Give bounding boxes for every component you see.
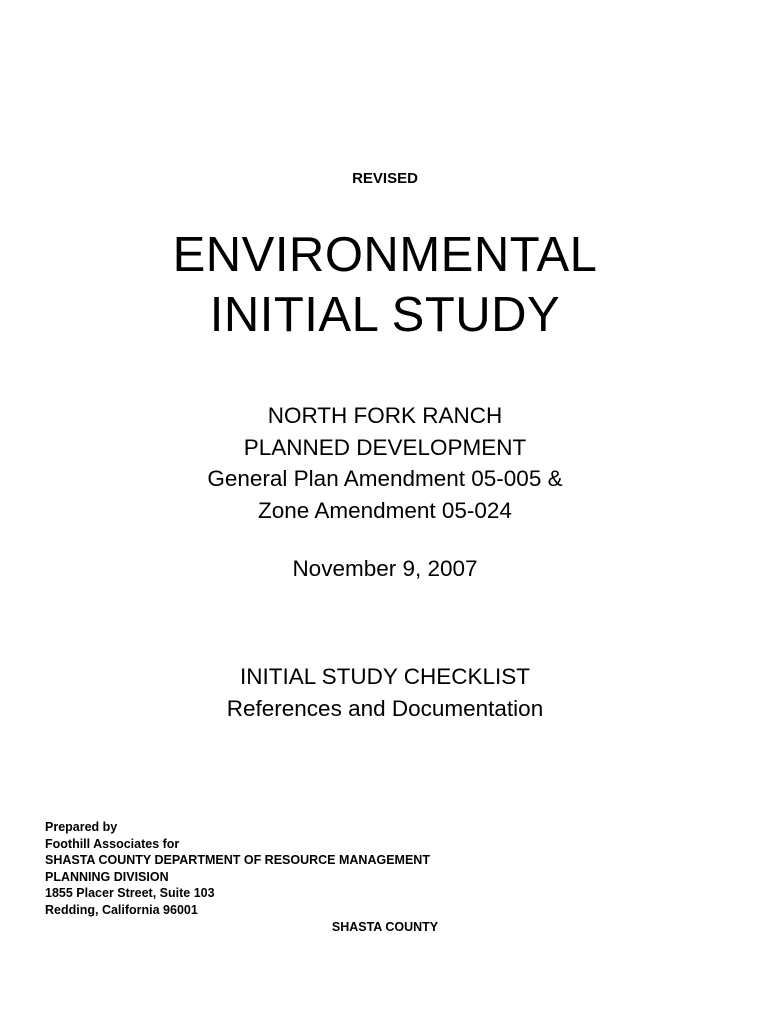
project-name-line-2: PLANNED DEVELOPMENT [243,434,527,460]
revised-label: REVISED [352,170,418,187]
prepared-by-block [45,819,430,918]
street-address: 1855 Placer Street, Suite 103 [45,886,215,900]
city-address: Redding, California 96001 [45,902,198,917]
prepared-by-label: Prepared by [45,820,118,834]
checklist-subtitle: References and Documentation [226,695,544,721]
general-plan-amendment: General Plan Amendment 05-005 & [207,466,563,491]
checklist-block [0,661,770,724]
document-date: November 9, 2007 [292,556,478,581]
document-title-line-1: ENVIRONMENTAL [172,228,598,282]
project-info-block [0,400,770,526]
footer-county [0,920,770,934]
checklist-title: INITIAL STUDY CHECKLIST [239,664,531,689]
document-title-line-2: INITIAL STUDY [209,288,561,342]
zone-amendment: Zone Amendment 05-024 [258,497,512,523]
footer-county-label: SHASTA COUNTY [331,920,439,934]
project-name-line-1: NORTH FORK RANCH [267,403,503,428]
division-name: PLANNING DIVISION [45,869,169,884]
preparer-name: Foothill Associates for [45,836,180,851]
department-name: SHASTA COUNTY DEPARTMENT OF RESOURCE MANAGEMENT [45,853,430,867]
